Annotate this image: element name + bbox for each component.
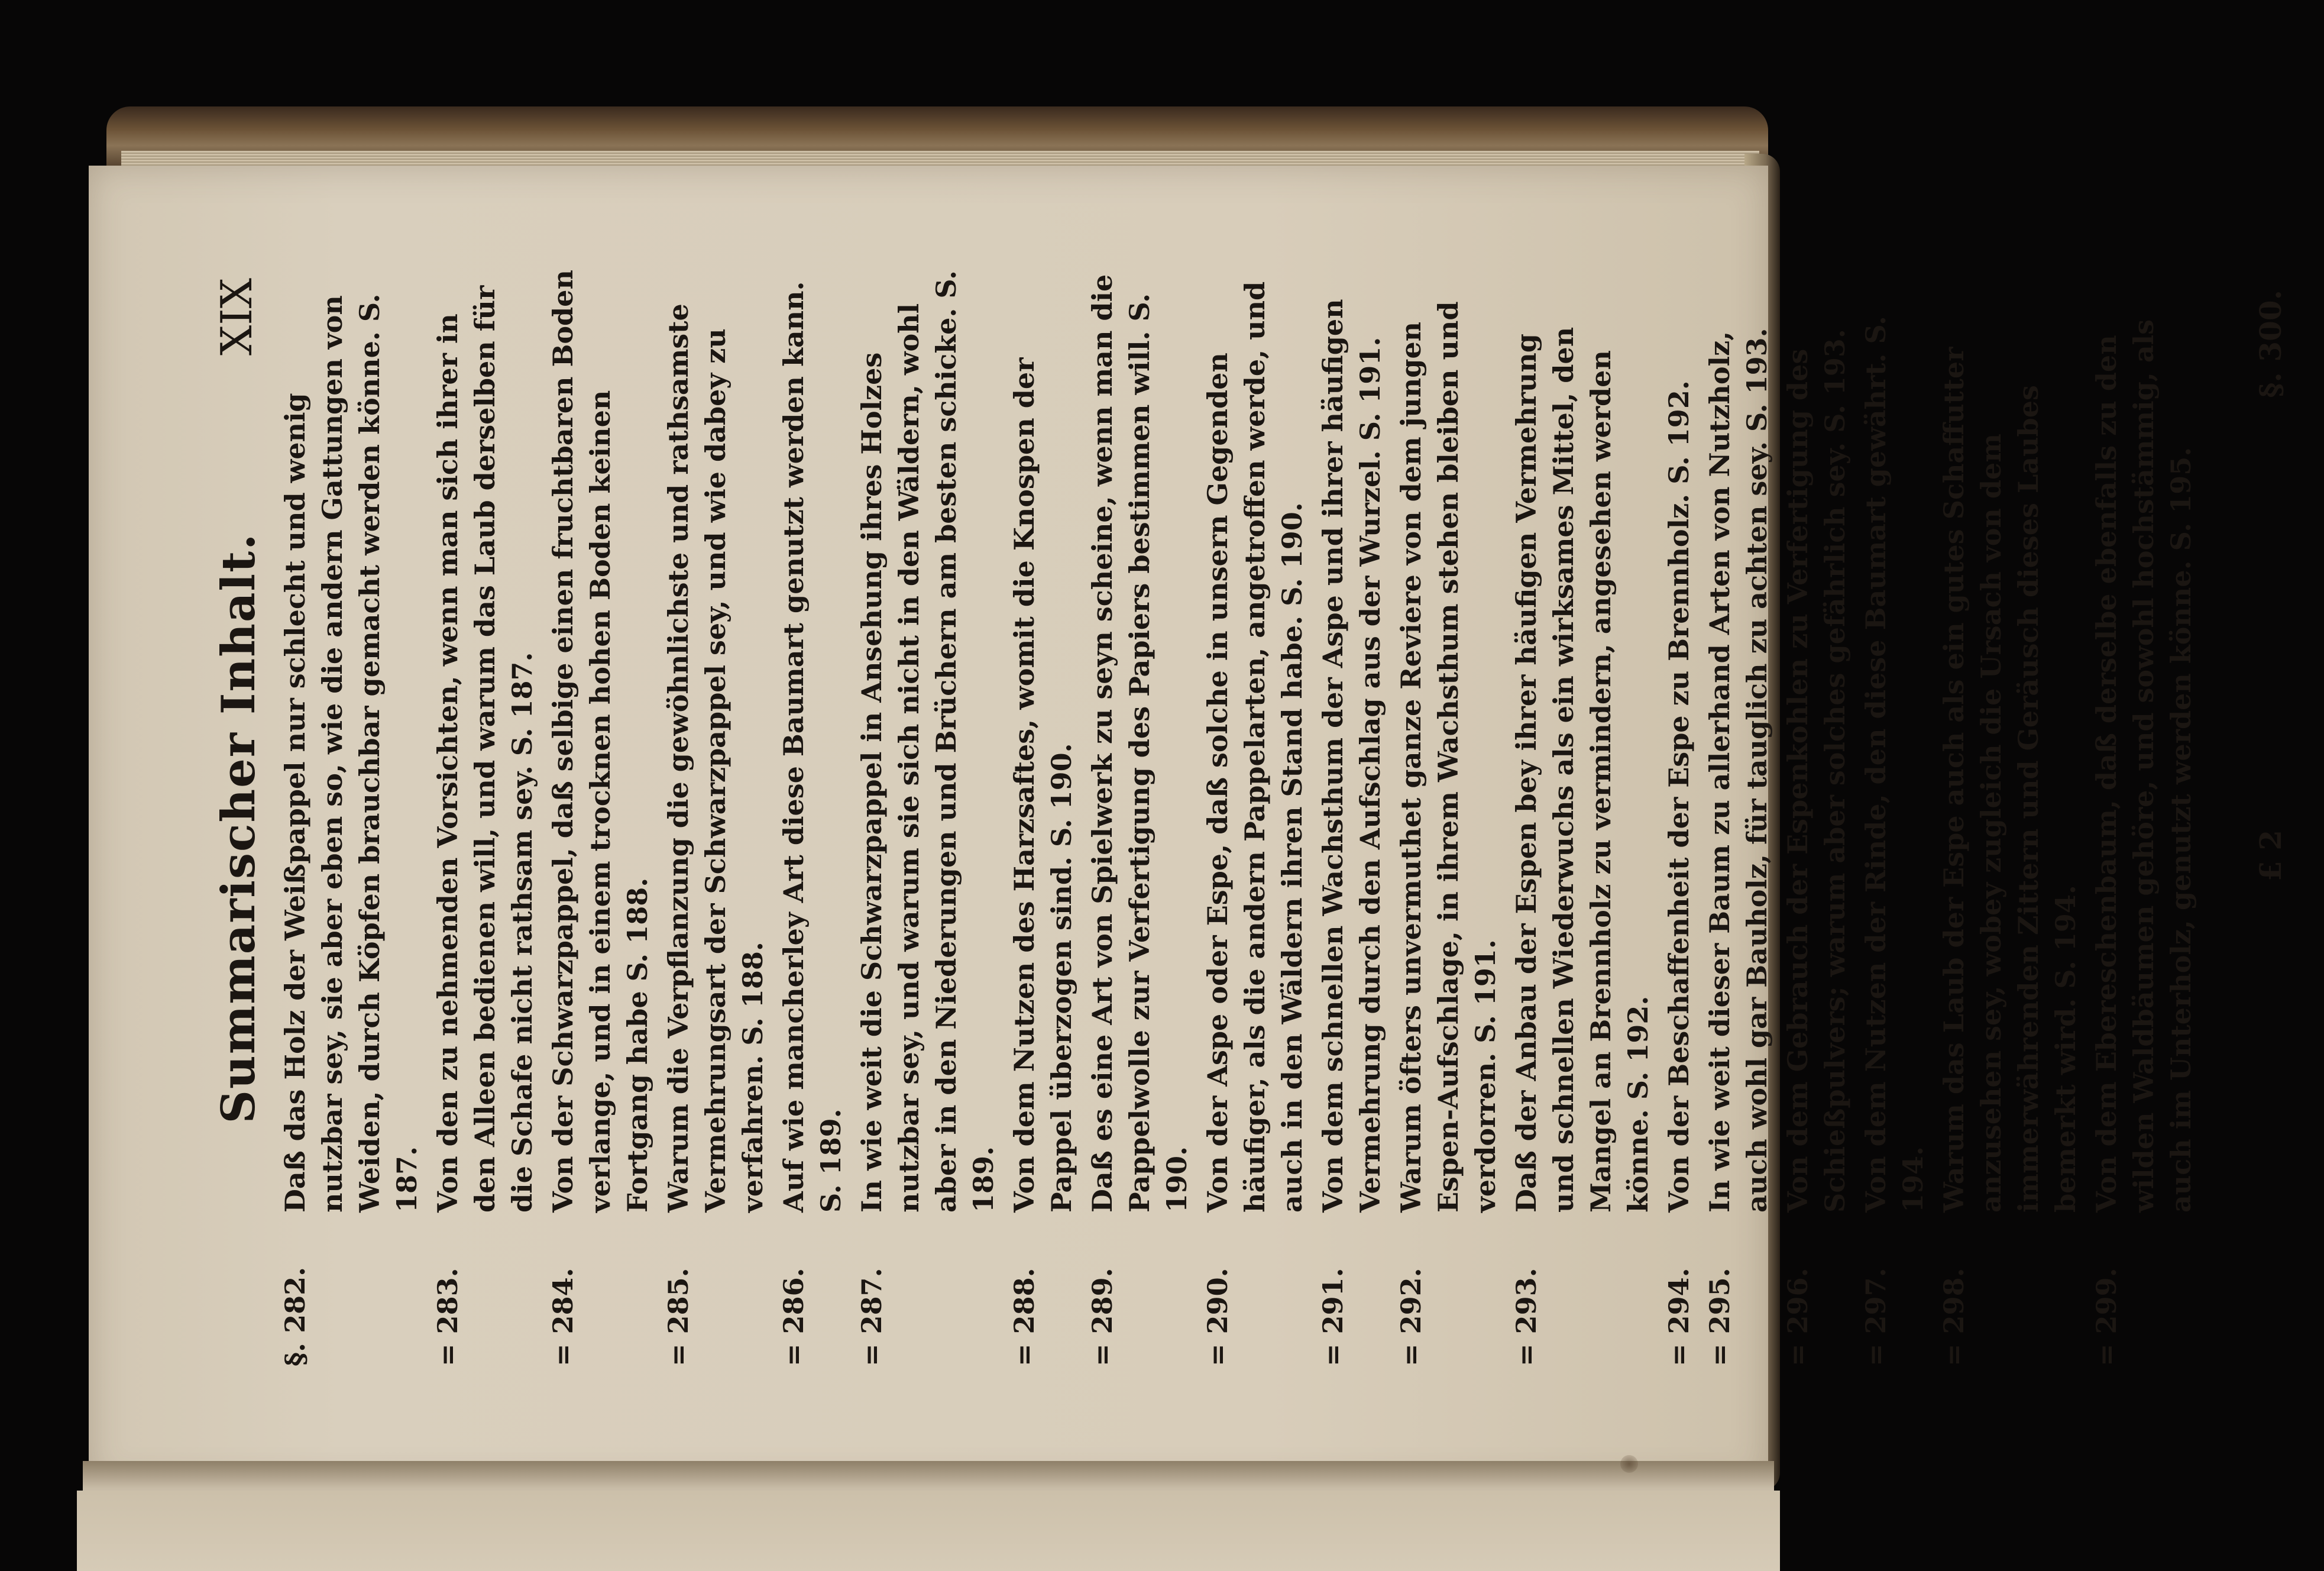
entry-text: Von den zu nehmenden Vorsichten, wenn man sich ihrer in den Alleen bedienen will, und warum das Laub derselben für die Schafe nicht rathsam sey. S. 187. (432, 285, 538, 1213)
list-item (1393, 266, 1504, 1390)
page-stain (1620, 1455, 1638, 1473)
list-item (1779, 266, 1854, 1390)
entry-text: Warum öfters unvermuthet ganze Reviere von dem jungen Espen-Aufschlage, in ihrem Wachsthum stehen bleiben und verdorren. S. 191. (1395, 301, 1501, 1213)
entry-number: = 286. (778, 1268, 810, 1366)
list-item (1084, 266, 1196, 1390)
entry-number: = 285. (662, 1268, 694, 1366)
list-item (660, 266, 772, 1390)
entry-text: In wie weit dieser Baum zu allerhand Arten von Nutzholz, auch wohl gar Bauholz, für tauglich zu achten sey. S. 193. (1704, 328, 1773, 1213)
entry-text: Von der Aspe oder Espe, daß solche in unsern Gegenden häufiger, als die andern Pappelarten, angetroffen werde, und auch in den Wäldern ihren Stand habe. S. 190. (1202, 281, 1308, 1213)
entry-text: Warum die Verpflanzung die gewöhnlichste und rathsamste Vermehrungsart der Schwarzpappel sey, und wie dabey zu verfahren. S. 188. (662, 303, 769, 1213)
list-item (545, 266, 656, 1390)
entry-number: = 289. (1086, 1268, 1118, 1366)
catchword: §. 300. (2253, 290, 2288, 398)
entry-number: = 293. (1510, 1268, 1542, 1366)
entry-text: Warum das Laub der Espe auch als ein gutes Schaffutter anzusehen sey, wobey zugleich die Ursach von dem immerwährenden Zittern und Geräusch dieses Laubes bemerkt wird. S. 194. (1938, 347, 2082, 1213)
page-footer (2253, 266, 2324, 1390)
page-text-block (212, 266, 2288, 1390)
list-item (853, 266, 1002, 1390)
entry-text: Von dem Nutzen der Rinde, den diese Baumart gewährt. S. 194. (1860, 315, 1929, 1213)
page-title: Summarischer Inhalt. (212, 532, 266, 1124)
list-item (775, 266, 850, 1390)
list-item (1701, 266, 1776, 1390)
facing-page (77, 1491, 1780, 1571)
entry-number: = 295. (1704, 1268, 1736, 1366)
list-item (2088, 266, 2200, 1390)
page-header (212, 266, 277, 1390)
entry-number: = 298. (1938, 1268, 1970, 1366)
entry-number: = 290. (1202, 1268, 1234, 1366)
entry-text: Daß es eine Art von Spielwerk zu seyn scheine, wenn man die Pappelwolle zur Verfertigung des Papiers bestimmen will. S. 190. (1086, 274, 1193, 1213)
entry-number: = 296. (1782, 1268, 1814, 1366)
list-item (1315, 266, 1389, 1390)
list-item (1857, 266, 1932, 1390)
entry-number: = 291. (1317, 1268, 1349, 1366)
entry-text: In wie weit die Schwarzpappel in Ansehung ihres Holzes nutzbar sey, und warum sie sich nicht in den Wäldern, wohl aber in den Niederungen und Brüchern am besten schicke. S. 189. (856, 270, 999, 1213)
entry-text: Auf wie mancherley Art diese Baumart genutzt werden kann. S. 189. (778, 281, 847, 1213)
entry-number: = 297. (1860, 1268, 1892, 1366)
entry-text: Von dem Nutzen des Harzsaftes, womit die Knospen der Pappel überzogen sind. S. 190. (1008, 357, 1077, 1213)
entry-number: §. 282. (279, 1266, 311, 1366)
list-item (1006, 266, 1080, 1390)
entry-number: = 287. (856, 1268, 888, 1366)
entry-number: = 292. (1395, 1268, 1427, 1366)
entry-text: Daß der Anbau der Espen bey ihrer häufigen Vermehrung und schnellen Wiederwuchs als ein wirksames Mittel, den Mangel an Brennholz zu vermindern, angesehen werden könne. S. 192. (1510, 327, 1654, 1213)
entry-number: = 299. (2090, 1268, 2122, 1366)
list-item (277, 266, 426, 1390)
list-item (1508, 266, 1657, 1390)
entry-text: Von der Beschaffenheit der Espe zu Brennholz. S. 192. (1663, 380, 1695, 1213)
list-item (1199, 266, 1311, 1390)
entry-text: Von dem Gebrauch der Espenkohlen zu Verfertigung des Schießpulvers; warum aber solches gefährlich sey. S. 193. (1782, 329, 1851, 1213)
entry-text: Von dem Ebereschenbaum, daß derselbe ebenfalls zu den wilden Waldbäumen gehöre, und sowohl hochstämmig, als auch im Unterholz, genutzt werden könne. S. 195. (2090, 319, 2197, 1213)
entry-text: Von dem schnellen Wachsthum der Aspe und ihrer häufigen Vermehrung durch den Aufschlag aus der Wurzel. S. 191. (1317, 299, 1386, 1213)
entry-number: = 288. (1008, 1268, 1040, 1366)
entry-text: Von der Schwarzpappel, daß selbige einen fruchtbaren Boden verlange, und in einem trocknen hohen Boden keinen Fortgang habe S. 188. (547, 270, 653, 1213)
entry-text: Daß das Holz der Weißpappel nur schlecht und wenig nutzbar sey, sie aber eben so, wie die andern Gattungen von Weiden, durch Köpfen brauchbar gemacht werden könne. S. 187. (279, 293, 423, 1213)
list-item (1661, 266, 1698, 1390)
page-number: XIX (212, 278, 261, 355)
entry-number: = 284. (547, 1268, 579, 1366)
entry-number: = 283. (432, 1268, 464, 1366)
signature-mark: £ 2 (2253, 830, 2288, 881)
entries-list (277, 266, 2200, 1390)
list-item (1935, 266, 2085, 1390)
entry-number: = 294. (1663, 1268, 1695, 1366)
list-item (429, 266, 541, 1390)
